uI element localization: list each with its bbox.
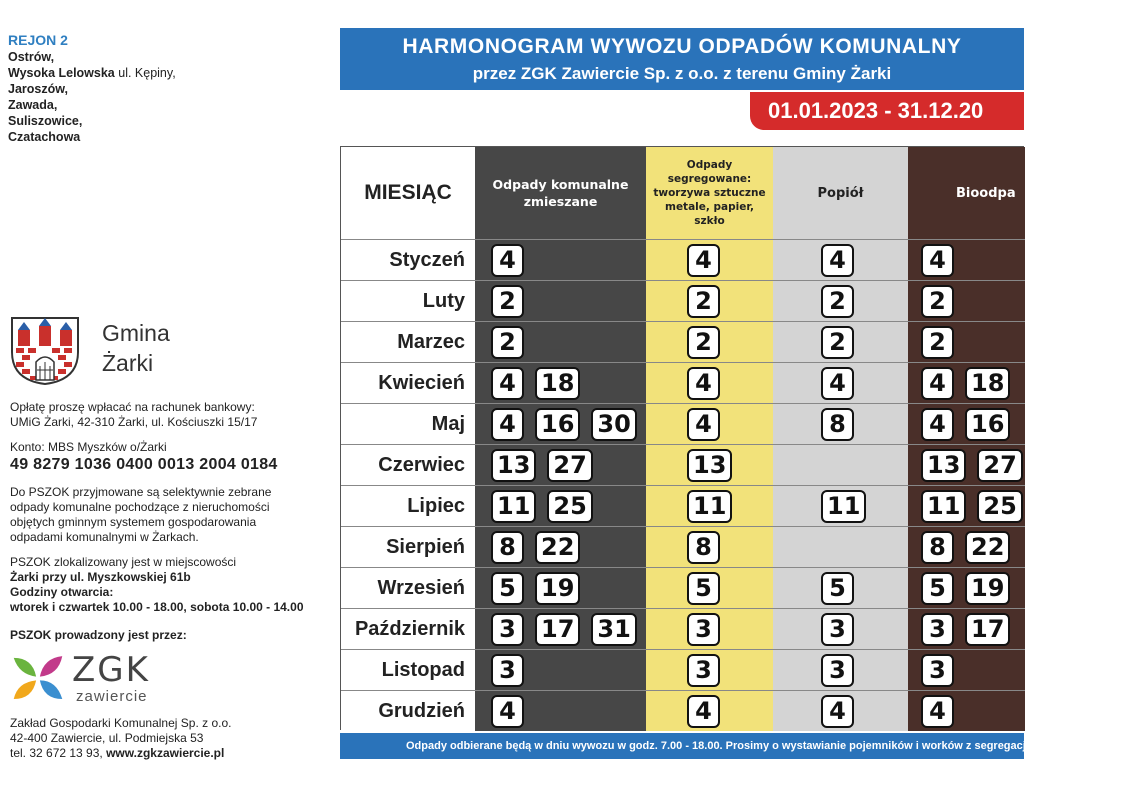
header-ash: Popiół	[817, 185, 864, 201]
pickup-cell-mixed	[491, 404, 637, 444]
pickup-cell-mixed	[491, 568, 580, 608]
pickup-cell-bio	[921, 281, 954, 321]
pickup-day: 2	[687, 285, 720, 318]
month-name: Listopad	[381, 659, 465, 681]
zgk-tel-line	[10, 746, 320, 761]
table-row	[341, 690, 1025, 731]
month-name: Październik	[354, 618, 465, 640]
zgk-logo	[10, 652, 170, 707]
zgk-tel: tel. 32 672 13 93,	[10, 746, 107, 760]
pickup-day: 4	[821, 244, 854, 277]
month-name: Marzec	[397, 331, 465, 353]
schedule-banner	[340, 28, 1024, 90]
pickup-cell-mixed	[491, 322, 524, 362]
pickup-cell-bio	[921, 322, 954, 362]
pickup-day: 18	[965, 367, 1010, 400]
pickup-day: 2	[921, 326, 954, 359]
location-name: Czatachowa	[8, 130, 81, 144]
pickup-day: 18	[535, 367, 580, 400]
pickup-day: 13	[687, 449, 732, 482]
pickup-day: 17	[535, 613, 580, 646]
header-biowaste: Bioodpa	[956, 185, 1016, 201]
pickup-day: 4	[821, 695, 854, 728]
zgk-subtitle: zawiercie	[76, 688, 148, 705]
schedule-subtitle: przez ZGK Zawiercie Sp. z o.o. z terenu Gminy Żarki	[472, 64, 892, 83]
pickup-day: 4	[921, 244, 954, 277]
pickup-day: 17	[965, 613, 1010, 646]
pickup-cell-bio	[921, 650, 954, 690]
pickup-day: 3	[921, 613, 954, 646]
pickup-cell-seg	[687, 650, 720, 690]
month-name: Luty	[422, 290, 465, 312]
pickup-day: 8	[491, 531, 524, 564]
region-location	[8, 113, 308, 129]
table-row	[341, 608, 1025, 649]
pszok-operator: PSZOK prowadzony jest przez:	[10, 628, 187, 642]
pickup-day: 3	[821, 654, 854, 687]
pickup-cell-seg	[687, 568, 720, 608]
pickup-day: 4	[921, 408, 954, 441]
month-name: Lipiec	[407, 495, 465, 517]
pickup-day: 4	[687, 244, 720, 277]
region-location	[8, 65, 308, 81]
pickup-day: 2	[921, 285, 954, 318]
pickup-cell-ash	[821, 240, 854, 280]
pickup-day: 5	[921, 572, 954, 605]
pickup-day: 8	[921, 531, 954, 564]
region-location	[8, 81, 308, 97]
pickup-cell-seg	[687, 363, 720, 403]
pickup-day: 11	[921, 490, 966, 523]
month-name: Wrzesień	[377, 577, 465, 599]
pszok-desc-line: Do PSZOK przyjmowane są selektywnie zebrane	[10, 485, 272, 499]
pickup-day: 3	[921, 654, 954, 687]
region-title: REJON 2	[8, 32, 68, 48]
table-row	[341, 485, 1025, 526]
pszok-desc-line: odpadami komunalnymi w Żarkach.	[10, 530, 199, 544]
header-segregated-waste: Odpady segregowane: tworzywa sztuczne metale, papier, szkło	[653, 159, 766, 227]
account-number: 49 8279 1036 0400 0013 2004 0184	[10, 456, 278, 473]
pickup-day: 30	[591, 408, 636, 441]
pickup-cell-bio	[921, 527, 1010, 567]
pszok-location-line1: PSZOK zlokalizowany jest w miejscowości	[10, 555, 237, 569]
gmina-name	[102, 318, 170, 378]
location-name: Ostrów,	[8, 50, 55, 64]
pickup-day: 11	[687, 490, 732, 523]
table-row	[341, 526, 1025, 567]
header-month: MIESIĄC	[364, 181, 452, 204]
month-name: Grudzień	[378, 700, 465, 722]
zgk-contact	[10, 716, 320, 761]
pickup-cell-ash	[821, 691, 854, 731]
pickup-cell-ash	[821, 568, 854, 608]
bank-name: Konto: MBS Myszków o/Żarki	[10, 440, 167, 454]
pszok-hours: wtorek i czwartek 10.00 - 18.00, sobota 10.00 - 14.00	[10, 600, 304, 614]
region-location	[8, 97, 308, 113]
pickup-day: 2	[491, 326, 524, 359]
pickup-day: 27	[547, 449, 592, 482]
pickup-cell-bio	[921, 568, 1010, 608]
location-name: Suliszowice,	[8, 114, 83, 128]
pickup-cell-bio	[921, 363, 1010, 403]
pickup-cell-mixed	[491, 240, 524, 280]
pickup-cell-seg	[687, 609, 720, 649]
gmina-line1: Gmina	[102, 320, 170, 346]
pickup-day: 4	[921, 695, 954, 728]
table-row	[341, 239, 1025, 280]
pickup-cell-bio	[921, 691, 954, 731]
pickup-day: 16	[535, 408, 580, 441]
region-locations	[8, 49, 308, 145]
pickup-day: 2	[687, 326, 720, 359]
schedule-title: HARMONOGRAM WYWOZU ODPADÓW KOMUNALNY	[402, 35, 962, 58]
pickup-day: 22	[965, 531, 1010, 564]
pickup-day: 8	[821, 408, 854, 441]
pickup-cell-mixed	[491, 363, 580, 403]
pszok-hours-title: Godziny otwarcia:	[10, 585, 114, 599]
pickup-cell-seg	[687, 322, 720, 362]
pickup-day: 4	[821, 367, 854, 400]
pickup-day: 27	[977, 449, 1022, 482]
month-name: Czerwiec	[378, 454, 465, 476]
pickup-day: 3	[687, 654, 720, 687]
zgk-website-link[interactable]: www.zgkzawiercie.pl	[106, 746, 225, 760]
pickup-cell-bio	[921, 445, 1023, 485]
pickup-cell-mixed	[491, 609, 637, 649]
pickup-cell-ash	[821, 609, 854, 649]
table-row	[341, 321, 1025, 362]
table-row	[341, 403, 1025, 444]
pickup-cell-mixed	[491, 445, 593, 485]
location-name: Zawada,	[8, 98, 58, 112]
pickup-day: 4	[687, 408, 720, 441]
location-name: Jaroszów,	[8, 82, 68, 96]
pickup-cell-ash	[821, 650, 854, 690]
schedule-table	[340, 146, 1024, 730]
pickup-cell-mixed	[491, 486, 593, 526]
footer-note: Odpady odbierane będą w dniu wywozu w godz. 7.00 - 18.00. Prosimy o wystawianie pojemników i worków z segregacją przed godziną 5.0	[340, 733, 1024, 759]
pickup-cell-mixed	[491, 527, 580, 567]
table-row	[341, 444, 1025, 485]
pickup-day: 4	[491, 367, 524, 400]
pickup-cell-bio	[921, 609, 1010, 649]
pickup-cell-seg	[687, 486, 732, 526]
pickup-day: 4	[491, 244, 524, 277]
pickup-day: 3	[491, 654, 524, 687]
location-name: Wysoka Lelowska	[8, 66, 115, 80]
pickup-cell-seg	[687, 445, 732, 485]
date-range-badge: 01.01.2023 - 31.12.20	[750, 92, 1024, 130]
pickup-day: 19	[965, 572, 1010, 605]
zgk-address: 42-400 Zawiercie, ul. Podmiejska 53	[10, 731, 204, 745]
pickup-cell-ash	[821, 322, 854, 362]
pickup-day: 5	[821, 572, 854, 605]
payment-line2: UMiG Żarki, 42-310 Żarki, ul. Kościuszki 15/17	[10, 415, 258, 429]
month-name: Maj	[431, 413, 465, 435]
pickup-day: 25	[547, 490, 592, 523]
month-name: Kwiecień	[378, 372, 465, 394]
pickup-cell-mixed	[491, 691, 524, 731]
pickup-day: 4	[491, 408, 524, 441]
location-street: ul. Kępiny,	[114, 66, 176, 80]
region-location	[8, 49, 308, 65]
pickup-day: 13	[921, 449, 966, 482]
pickup-day: 11	[491, 490, 536, 523]
pickup-day: 5	[687, 572, 720, 605]
pickup-day: 3	[687, 613, 720, 646]
pickup-cell-seg	[687, 404, 720, 444]
header-mixed-waste: Odpady komunalne zmieszane	[492, 177, 629, 209]
pickup-cell-ash	[821, 281, 854, 321]
zgk-name: ZGK	[72, 650, 150, 690]
pickup-cell-ash	[821, 363, 854, 403]
pickup-day: 16	[965, 408, 1010, 441]
pickup-day: 2	[821, 326, 854, 359]
pszok-desc-line: odpady komunalne pochodzące z nieruchomości	[10, 500, 270, 514]
month-name: Styczeń	[389, 249, 465, 271]
pickup-cell-ash	[821, 486, 866, 526]
pickup-cell-mixed	[491, 281, 524, 321]
pickup-day: 22	[535, 531, 580, 564]
table-row	[341, 567, 1025, 608]
month-name: Sierpień	[386, 536, 465, 558]
pickup-cell-bio	[921, 240, 954, 280]
pickup-cell-ash	[821, 404, 854, 444]
pszok-description	[10, 485, 320, 545]
pickup-day: 13	[491, 449, 536, 482]
pickup-day: 8	[687, 531, 720, 564]
pickup-day: 2	[821, 285, 854, 318]
pickup-cell-seg	[687, 527, 720, 567]
table-row	[341, 649, 1025, 690]
pickup-cell-mixed	[491, 650, 524, 690]
pickup-day: 3	[491, 613, 524, 646]
pickup-cell-bio	[921, 486, 1023, 526]
pickup-cell-bio	[921, 404, 1010, 444]
region-location	[8, 129, 308, 145]
zgk-leaves-icon	[10, 652, 66, 704]
pszok-desc-line: objętych gminnym systemem gospodarowania	[10, 515, 257, 529]
pszok-location-line2: Żarki przy ul. Myszkowskiej 61b	[10, 570, 191, 584]
pickup-day: 19	[535, 572, 580, 605]
gmina-line2: Żarki	[102, 350, 154, 376]
pickup-day: 3	[821, 613, 854, 646]
pickup-day: 2	[491, 285, 524, 318]
pickup-day: 4	[921, 367, 954, 400]
pickup-day: 11	[821, 490, 866, 523]
table-row	[341, 362, 1025, 403]
pickup-cell-seg	[687, 240, 720, 280]
pickup-day: 31	[591, 613, 636, 646]
pickup-cell-seg	[687, 281, 720, 321]
pickup-day: 5	[491, 572, 524, 605]
pickup-day: 4	[687, 367, 720, 400]
region-block	[8, 32, 308, 145]
pickup-day: 25	[977, 490, 1022, 523]
payment-line1: Opłatę proszę wpłacać na rachunek bankowy:	[10, 400, 255, 414]
table-row	[341, 280, 1025, 321]
pszok-location	[10, 555, 320, 615]
pickup-day: 4	[687, 695, 720, 728]
gmina-logo	[10, 310, 290, 385]
payment-info	[10, 400, 320, 430]
pickup-cell-seg	[687, 691, 720, 731]
pickup-day: 4	[491, 695, 524, 728]
coat-of-arms-icon	[10, 310, 80, 385]
zgk-company: Zakład Gospodarki Komunalnej Sp. z o.o.	[10, 716, 232, 730]
